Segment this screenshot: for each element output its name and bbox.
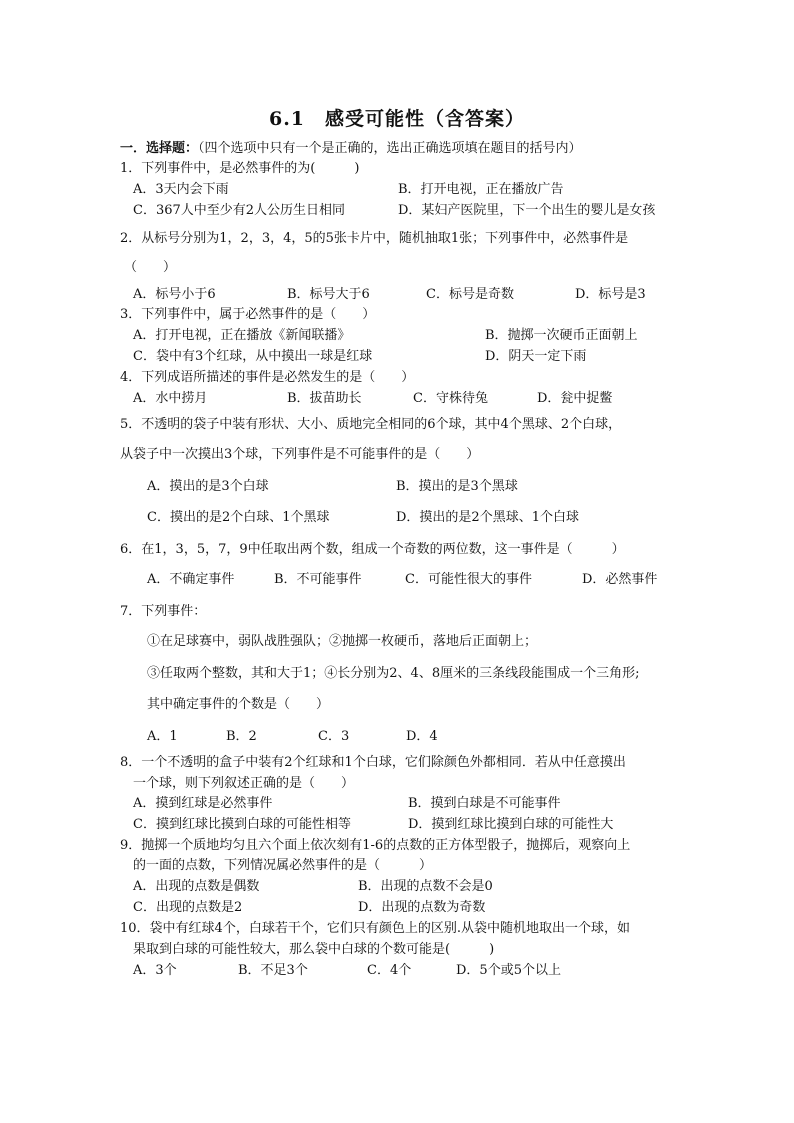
- question-6-option-b: B．不可能事件: [274, 572, 362, 587]
- question-1-option-d: D．某妇产医院里，下一个出生的婴儿是女孩: [398, 203, 656, 218]
- page-title: 6.1 感受可能性（含答案）: [268, 108, 526, 130]
- question-7-option-c: C．3: [318, 729, 350, 744]
- question-2-stem-line-1: 2．从标号分别为1，2，3，4，5的5张卡片中，随机抽取1张；下列事件中，必然事件是: [120, 231, 629, 246]
- question-9-option-d: D．出现的点数为奇数: [358, 900, 486, 915]
- question-10-stem-line-2: 果取到白球的可能性较大，那么袋中白球的个数可能是( ): [133, 942, 495, 957]
- question-7-stem-line-4: 其中确定事件的个数是（ ）: [147, 697, 330, 712]
- question-9-option-b: B．出现的点数不会是0: [358, 879, 493, 894]
- question-8-option-c: C．摸到红球比摸到白球的可能性相等: [133, 817, 351, 832]
- question-7-option-b: B．2: [226, 729, 257, 744]
- question-6-option-c: C．可能性很大的事件: [405, 572, 532, 587]
- question-7-option-d: D．4: [406, 729, 438, 744]
- question-8-option-d: D．摸到红球比摸到白球的可能性大: [408, 817, 614, 832]
- question-3-option-b: B．抛掷一次硬币正面朝上: [485, 328, 638, 343]
- question-4-option-c: C．守株待兔: [413, 391, 488, 406]
- question-9-stem-line-1: 9．抛掷一个质地均匀且六个面上依次刻有1-6的点数的正方体型骰子，抛掷后，观察向上: [120, 838, 631, 853]
- question-3-option-d: D．阴天一定下雨: [485, 349, 587, 364]
- question-3-option-c: C．袋中有3个红球，从中摸出一球是红球: [133, 349, 373, 364]
- question-2-option-c: C．标号是奇数: [426, 287, 514, 302]
- question-7-option-a: A．1: [147, 729, 178, 744]
- question-10-option-d: D．5个或5个以上: [456, 963, 561, 978]
- question-9-option-a: A．出现的点数是偶数: [133, 879, 260, 894]
- question-10-option-c: C．4个: [367, 963, 412, 978]
- question-1-option-a: A．3天内会下雨: [133, 182, 229, 197]
- question-8-stem-line-2: 一个球，则下列叙述正确的是（ ）: [133, 776, 355, 791]
- section-header: [120, 140, 582, 158]
- question-5-stem-line-1: 5．不透明的袋子中装有形状、大小、质地完全相同的6个球，其中4个黑球、2个白球，: [120, 417, 622, 432]
- question-4-stem: 4．下列成语所描述的事件是必然发生的是（ ）: [120, 370, 415, 385]
- question-5-option-b: B．摸出的是3个黑球: [396, 479, 518, 494]
- question-2-option-a: A．标号小于6: [133, 287, 216, 302]
- question-3-stem: 3．下列事件中，属于必然事件的是（ ）: [120, 307, 376, 322]
- question-10-option-b: B．不足3个: [238, 963, 308, 978]
- question-9-stem-line-2: 的一面的点数，下列情况属必然事件的是（ ）: [133, 858, 433, 873]
- question-2-option-d: D．标号是3: [575, 287, 646, 302]
- question-8-option-a: A．摸到红球是必然事件: [133, 796, 273, 811]
- question-7-stem-line-2: ①在足球赛中，弱队战胜强队；②抛掷一枚硬币，落地后正面朝上；: [147, 634, 538, 649]
- question-2-stem-line-2: （ ）: [124, 260, 177, 275]
- question-3-option-a: A．打开电视，正在播放《新闻联播》: [133, 328, 351, 343]
- question-7-stem-line-3: ③任取两个整数，其和大于1；④长分别为2、4、8厘米的三条线段能围成一个三角形;: [147, 666, 640, 681]
- question-10-stem-line-1: 10．袋中有红球4个，白球若干个，它们只有颜色上的区别.从袋中随机地取出一个球，如: [120, 921, 630, 936]
- question-5-option-c: C．摸出的是2个白球、1个黑球: [147, 510, 330, 525]
- question-1-option-c: C．367人中至少有2人公历生日相同: [133, 203, 346, 218]
- question-4-option-b: B．拔苗助长: [287, 391, 362, 406]
- question-6-stem: 6．在1，3，5，7，9中任取出两个数，组成一个奇数的两位数，这一事件是（ ）: [120, 542, 625, 557]
- question-4-option-d: D．瓮中捉鳖: [537, 391, 613, 406]
- question-1-stem: 1．下列事件中，是必然事件的为( ): [120, 161, 360, 176]
- question-4-option-a: A．水中捞月: [133, 391, 208, 406]
- question-9-option-c: C．出现的点数是2: [133, 900, 243, 915]
- question-5-option-a: A．摸出的是3个白球: [147, 479, 269, 494]
- question-6-option-d: D．必然事件: [582, 572, 658, 587]
- section-note: （四个选项中只有一个是正确的，选出正确选项填在题目的括号内）: [198, 141, 582, 156]
- question-1-option-b: B．打开电视，正在播放广告: [398, 182, 564, 197]
- section-heading: 一．选择题：: [120, 141, 199, 156]
- question-5-stem-line-2: 从袋子中一次摸出3个球，下列事件是不可能事件的是（ ）: [120, 447, 480, 462]
- question-6-option-a: A．不确定事件: [147, 572, 235, 587]
- question-5-option-d: D．摸出的是2个黑球、1个白球: [396, 510, 579, 525]
- question-2-option-b: B．标号大于6: [287, 287, 370, 302]
- question-8-stem-line-1: 8．一个不透明的盒子中装有2个红球和1个白球，它们除颜色外都相同．若从中任意摸出: [120, 755, 626, 770]
- question-10-option-a: A．3个: [133, 963, 177, 978]
- question-7-stem-line-1: 7．下列事件：: [120, 604, 207, 619]
- question-8-option-b: B．摸到白球是不可能事件: [408, 796, 561, 811]
